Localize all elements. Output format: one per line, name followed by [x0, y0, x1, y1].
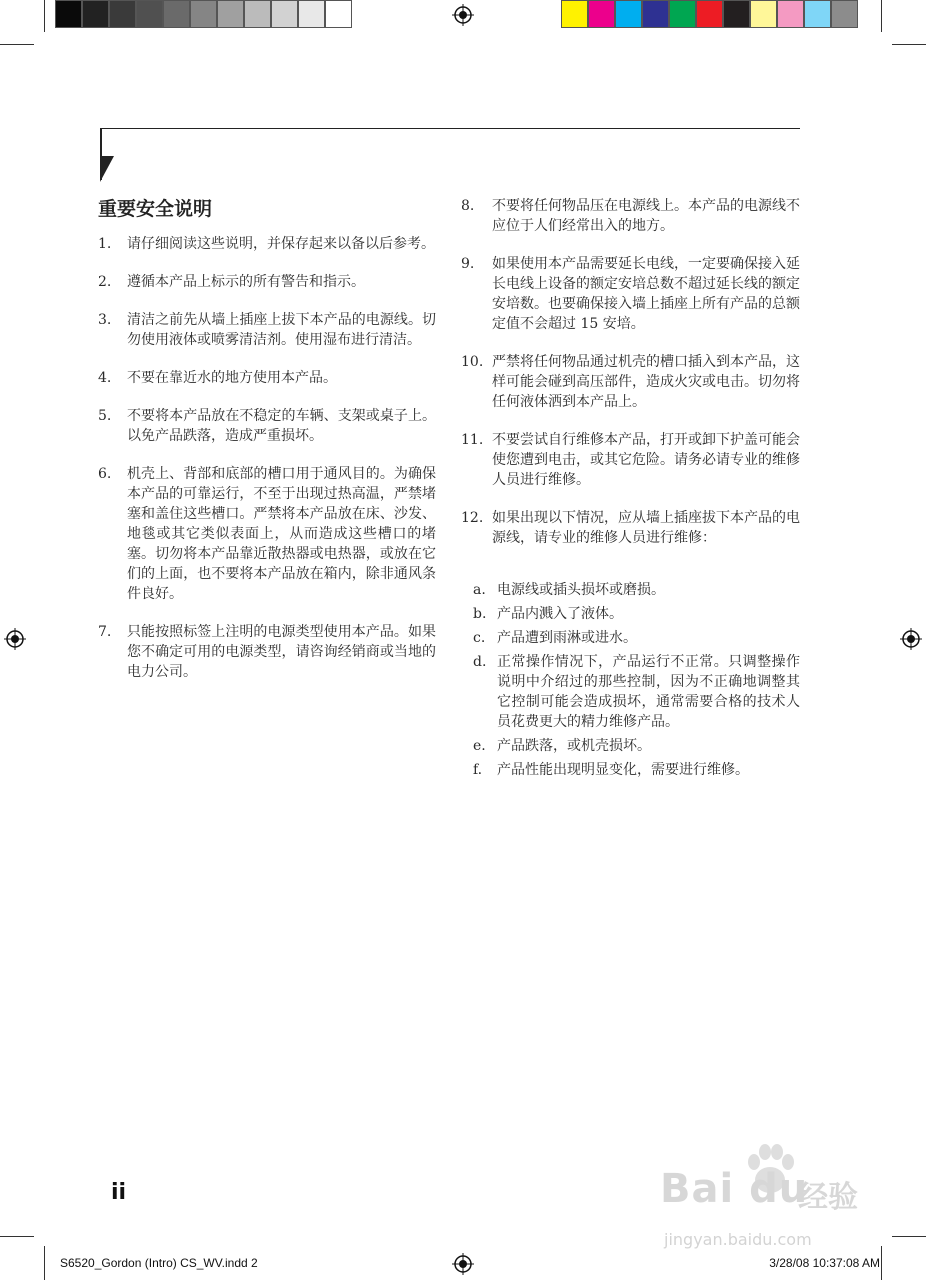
- crop-mark-bottom-right-v: [881, 1246, 882, 1280]
- item-text: 如果使用本产品需要延长电线，一定要确保接入延长电线上设备的额定安培总数不超过延长线的额定安培数。也要确保接入墙上插座上所有产品的总额定值不会超过 15 安培。: [492, 256, 800, 332]
- item-number: 8.: [461, 198, 475, 214]
- item-text: 遵循本产品上标示的所有警告和指示。: [127, 274, 365, 290]
- registration-mark-icon: [452, 1253, 474, 1275]
- item-text: 严禁将任何物品通过机壳的槽口插入到本产品，这样可能会碰到高压部件，造成火灾或电击。切勿将任何液体洒到本产品上。: [492, 354, 800, 410]
- item-text: 清洁之前先从墙上插座上拔下本产品的电源线。切勿使用液体或喷雾清洁剂。使用湿布进行清洁。: [127, 312, 436, 348]
- footer-timestamp: 3/28/08 10:37:08 AM: [769, 1256, 880, 1270]
- baidu-jingyan-watermark: [660, 1140, 870, 1260]
- registration-mark-icon: [900, 628, 922, 650]
- color-swatch: [669, 0, 696, 28]
- color-swatch: [615, 0, 642, 28]
- watermark-logo-text: Bai du: [660, 1166, 809, 1212]
- right-column: [461, 196, 800, 784]
- color-swatch: [82, 0, 109, 28]
- item-number: a.: [473, 582, 486, 598]
- item-number: 7.: [98, 624, 112, 640]
- item-number: e.: [473, 738, 486, 754]
- color-swatch: [831, 0, 858, 28]
- color-swatch: [271, 0, 298, 28]
- color-swatch: [55, 0, 82, 28]
- color-swatch: [217, 0, 244, 28]
- item-text: 电源线或插头损坏或磨损。: [497, 582, 665, 598]
- color-swatch: [642, 0, 669, 28]
- item-text: 不要将本产品放在不稳定的车辆、支架或桌子上。以免产品跌落，造成严重损坏。: [127, 408, 436, 444]
- color-swatch: [777, 0, 804, 28]
- list-item: [98, 406, 436, 446]
- crop-mark-bottom-right: [892, 1236, 926, 1237]
- item-number: 6.: [98, 466, 112, 482]
- watermark-url: jingyan.baidu.com: [664, 1230, 812, 1249]
- color-swatch: [325, 0, 352, 28]
- item-number: 9.: [461, 256, 475, 272]
- item-number: f.: [473, 762, 483, 778]
- crop-mark-top-left-v: [44, 0, 45, 32]
- list-item: [98, 272, 436, 292]
- item-text: 产品遭到雨淋或进水。: [497, 630, 637, 646]
- color-swatch: [109, 0, 136, 28]
- list-item: [461, 254, 800, 334]
- color-swatch: [244, 0, 271, 28]
- item-number: 12.: [461, 510, 484, 526]
- list-item: [98, 368, 436, 388]
- item-text: 机壳上、背部和底部的槽口用于通风目的。为确保本产品的可靠运行，不至于出现过热高温，严禁堵塞和盖住这些槽口。严禁将本产品放在床、沙发、地毯或其它类似表面上，从而造成这些槽口的堵塞。切勿将本产品靠近散热器或电热器，或放在它们的上面，也不要将本产品放在箱内，除非通风条件良好。: [127, 466, 436, 602]
- safety-list-right: [461, 196, 800, 548]
- color-swatch-bar: [561, 0, 858, 30]
- color-swatch: [804, 0, 831, 28]
- color-swatch: [561, 0, 588, 28]
- condition-sublist: [461, 580, 800, 780]
- registration-mark-icon: [452, 4, 474, 26]
- list-item: [461, 352, 800, 412]
- color-swatch: [136, 0, 163, 28]
- item-number: 11.: [461, 432, 484, 448]
- watermark-cn-text: 经验: [798, 1180, 858, 1215]
- list-item: [461, 508, 800, 548]
- item-number: 3.: [98, 312, 112, 328]
- page-number: ii: [111, 1180, 127, 1205]
- crop-mark-bottom-left-v: [44, 1246, 45, 1280]
- footer-file-info: S6520_Gordon (Intro) CS_WV.indd 2: [60, 1256, 258, 1270]
- sub-list-item: [461, 580, 800, 600]
- list-item: [98, 234, 436, 254]
- item-number: 4.: [98, 370, 112, 386]
- item-text: 不要尝试自行维修本产品，打开或卸下护盖可能会使您遭到电击，或其它危险。请务必请专业的维修人员进行维修。: [492, 432, 800, 488]
- sub-list-item: [461, 760, 800, 780]
- color-swatch: [696, 0, 723, 28]
- item-number: d.: [473, 654, 487, 670]
- item-text: 正常操作情况下，产品运行不正常。只调整操作说明中介绍过的那些控制，因为不正确地调整其它控制可能会造成损坏，通常需要合格的技术人员花费更大的精力维修产品。: [497, 654, 800, 730]
- list-item: [98, 464, 436, 604]
- crop-mark-top-right-v: [881, 0, 882, 32]
- sub-list-item: [461, 604, 800, 624]
- item-number: b.: [473, 606, 487, 622]
- sub-list-item: [461, 628, 800, 648]
- crop-mark-bottom-left: [0, 1236, 34, 1237]
- item-text: 只能按照标签上注明的电源类型使用本产品。如果您不确定可用的电源类型，请咨询经销商或当地的电力公司。: [127, 624, 436, 680]
- item-number: 10.: [461, 354, 484, 370]
- color-swatch: [723, 0, 750, 28]
- color-swatch: [163, 0, 190, 28]
- grayscale-swatch-bar: [55, 0, 352, 30]
- header-rule: [100, 128, 800, 129]
- item-text: 请仔细阅读这些说明，并保存起来以备以后参考。: [127, 236, 435, 252]
- header-corner-marker: [100, 156, 114, 182]
- sub-list-item: [461, 652, 800, 732]
- list-item: [461, 196, 800, 236]
- item-text: 不要在靠近水的地方使用本产品。: [127, 370, 337, 386]
- item-number: c.: [473, 630, 486, 646]
- color-swatch: [588, 0, 615, 28]
- item-text: 如果出现以下情况，应从墙上插座拔下本产品的电源线，请专业的维修人员进行维修：: [492, 510, 800, 546]
- registration-mark-icon: [4, 628, 26, 650]
- item-number: 2.: [98, 274, 112, 290]
- item-number: 1.: [98, 236, 112, 252]
- item-text: 产品性能出现明显变化，需要进行维修。: [497, 762, 749, 778]
- color-swatch: [190, 0, 217, 28]
- color-swatch: [298, 0, 325, 28]
- list-item: [461, 430, 800, 490]
- color-swatch: [750, 0, 777, 28]
- item-number: 5.: [98, 408, 112, 424]
- item-text: 产品内溅入了液体。: [497, 606, 623, 622]
- list-item: [98, 310, 436, 350]
- item-text: 产品跌落，或机壳损坏。: [497, 738, 651, 754]
- section-title: 重要安全说明: [98, 198, 213, 220]
- safety-list-left: [98, 234, 436, 682]
- item-text: 不要将任何物品压在电源线上。本产品的电源线不应位于人们经常出入的地方。: [492, 198, 800, 234]
- crop-mark-top-left: [0, 44, 34, 45]
- list-item: [98, 622, 436, 682]
- sub-list-item: [461, 736, 800, 756]
- crop-mark-top-right: [892, 44, 926, 45]
- left-column: [98, 196, 436, 700]
